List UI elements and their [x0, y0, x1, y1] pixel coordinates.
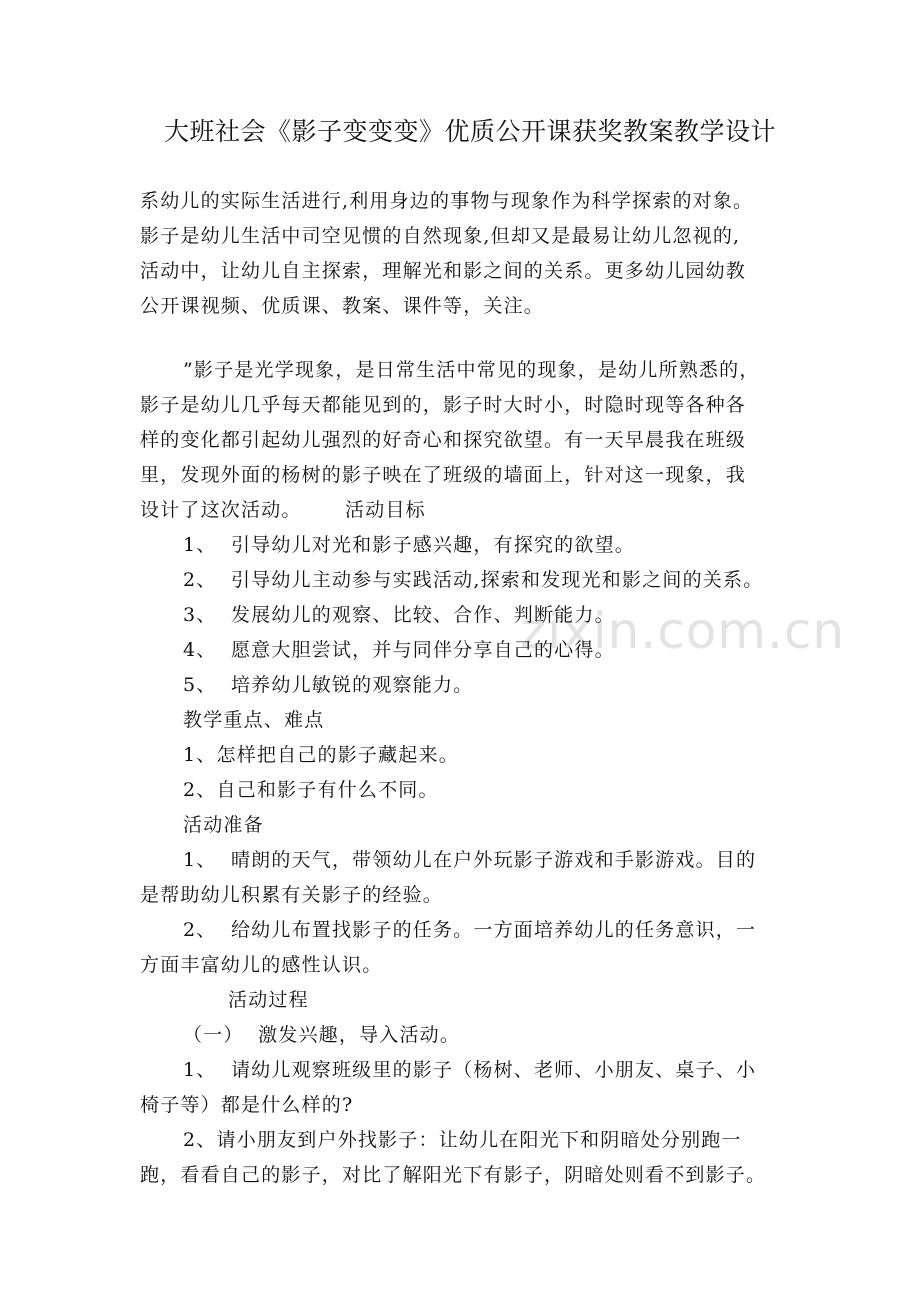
list-item: 2、自己和影子有什么不同。	[183, 779, 439, 801]
list-item: 5、 培养幼儿敏锐的观察能力。	[183, 674, 474, 696]
paragraph-line: 影子是幼儿几乎每天都能见到的，影子时大时小，时隐时现等各种各	[140, 394, 747, 416]
section-heading: 活动准备	[183, 814, 264, 836]
paragraph-line: 跑，看看自己的影子，对比了解阳光下有影子，阴暗处则看不到影子。	[140, 1164, 767, 1186]
list-item: 3、 发展幼儿的观察、比较、合作、判断能力。	[183, 604, 615, 626]
list-item: 2、 引导幼儿主动参与实践活动,探索和发现光和影之间的关系。	[183, 569, 764, 591]
paragraph-line: 椅子等）都是什么样的?	[140, 1094, 354, 1116]
paragraph-line: 影子是幼儿生活中司空见惯的自然现象,但却又是最易让幼儿忽视的,	[140, 225, 741, 247]
paragraph-line: 系幼儿的实际生活进行,利用身边的事物与现象作为科学探索的对象。	[140, 190, 754, 212]
paragraph-line: 方面丰富幼儿的感性认识。	[140, 954, 383, 976]
section-heading: 教学重点、难点	[183, 709, 325, 731]
watermark: zixin.com.cn	[520, 602, 846, 660]
list-item: 2、 给幼儿布置找影子的任务。一方面培养幼儿的任务意识，一	[183, 919, 757, 941]
section-heading: 活动过程	[228, 989, 309, 1011]
subsection-heading: （一） 激发兴趣，导入活动。	[183, 1024, 461, 1046]
paragraph-line: ”影子是光学现象，是日常生活中常见的现象，是幼儿所熟悉的，	[183, 359, 760, 381]
paragraph-line: 设计了这次活动。 活动目标	[140, 499, 426, 521]
paragraph-line: 活动中，让幼儿自主探索，理解光和影之间的关系。更多幼儿园幼教	[140, 260, 747, 282]
paragraph-line: 里，发现外面的杨树的影子映在了班级的墙面上，针对这一现象，我	[140, 464, 747, 486]
list-item: 1、 引导幼儿对光和影子感兴趣，有探究的欲望。	[183, 534, 635, 556]
paragraph-line: 是帮助幼儿积累有关影子的经验。	[140, 884, 444, 906]
list-item: 1、 请幼儿观察班级里的影子（杨树、老师、小朋友、桌子、小	[183, 1059, 757, 1081]
paragraph-line: 公开课视频、优质课、教案、课件等，关注。	[140, 295, 545, 317]
list-item: 1、怎样把自己的影子藏起来。	[183, 744, 459, 766]
paragraph-line: 样的变化都引起幼儿强烈的好奇心和探究欲望。有一天早晨我在班级	[140, 429, 747, 451]
list-item: 2、请小朋友到户外找影子：让幼儿在阳光下和阴暗处分别跑一	[183, 1129, 742, 1151]
page-title: 大班社会《影子变变变》优质公开课获奖教案教学设计	[163, 117, 776, 146]
list-item: 4、 愿意大胆尝试，并与同伴分享自己的心得。	[183, 639, 615, 661]
list-item: 1、 晴朗的天气，带领幼儿在户外玩影子游戏和手影游戏。目的	[183, 849, 757, 871]
